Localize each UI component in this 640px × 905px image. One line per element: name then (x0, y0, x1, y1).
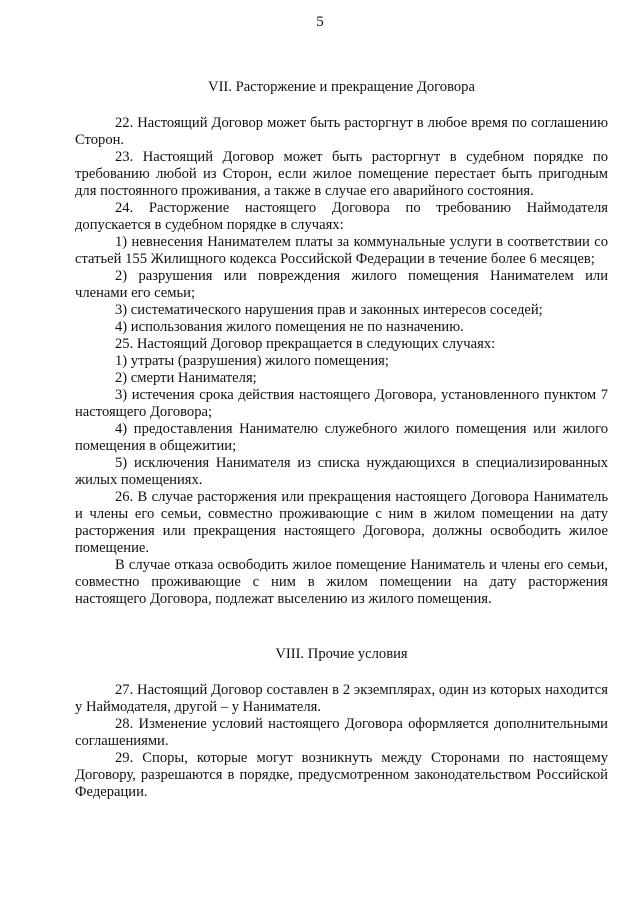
page-number: 5 (316, 14, 324, 30)
spacer (75, 96, 608, 115)
clause-25-item-2: 2) смерти Нанимателя; (115, 370, 257, 386)
clause-23: 23. Настоящий Договор может быть расторгнут в судебном порядке по требованию любой из Сторон, если жилое помещение перестает быть пригодным для постоянного проживания, а также в случае его аварийного состояния. (75, 149, 608, 199)
clause-27: 27. Настоящий Договор составлен в 2 экземплярах, один из которых находится у Наймодателя, другой – у Нанимателя. (75, 682, 608, 715)
clause-25-item-1: 1) утраты (разрушения) жилого помещения; (115, 353, 389, 369)
clause-28: 28. Изменение условий настоящего Договора оформляется дополнительными соглашениями. (75, 716, 608, 749)
clause-22: 22. Настоящий Договор может быть расторгнут в любое время по соглашению Сторон. (75, 115, 608, 148)
clause-29: 29. Споры, которые могут возникнуть между Сторонами по настоящему Договору, разрешаются в порядке, предусмотренном законодательством Российской Федерации. (75, 750, 608, 800)
clause-25-item-3: 3) истечения срока действия настоящего Договора, установленного пунктом 7 настоящего Договора; (75, 387, 608, 420)
clause-25-item-5: 5) исключения Нанимателя из списка нуждающихся в специализированных жилых помещениях. (75, 455, 608, 488)
clause-24-item-1: 1) невнесения Нанимателем платы за коммунальные услуги в соответствии со статьей 155 Жилищного кодекса Российской Федерации в течение более 6 месяцев; (75, 234, 608, 267)
document-body (75, 79, 608, 801)
clause-24: 24. Расторжение настоящего Договора по требованию Наймодателя допускается в судебном порядке в случаях: (75, 200, 608, 233)
clause-25-item-4: 4) предоставления Нанимателю служебного жилого помещения или жилого помещения в общежитии; (75, 421, 608, 454)
clause-26-eviction: В случае отказа освободить жилое помещение Наниматель и члены его семьи, совместно проживающие с ним в жилом помещении на дату расторжения настоящего Договора, подлежат выселению из жилого помещения. (75, 557, 608, 607)
section-other-terms (75, 646, 608, 801)
clause-24-item-3: 3) систематического нарушения прав и законных интересов соседей; (115, 302, 543, 318)
spacer (75, 663, 608, 682)
clause-25: 25. Настоящий Договор прекращается в следующих случаях: (115, 336, 496, 352)
spacer (75, 608, 608, 646)
section-title: VII. Расторжение и прекращение Договора (208, 79, 475, 95)
clause-24-item-4: 4) использования жилого помещения не по назначению. (115, 319, 464, 335)
section-title: VIII. Прочие условия (275, 646, 408, 662)
clause-26: 26. В случае расторжения или прекращения настоящего Договора Наниматель и члены его семьи, совместно проживающие с ним в жилом помещении на дату расторжения или прекращения настоящего Договора, должны освободить жилое помещение. (75, 489, 608, 556)
clause-24-item-2: 2) разрушения или повреждения жилого помещения Нанимателем или членами его семьи; (75, 268, 608, 301)
section-termination (75, 79, 608, 608)
